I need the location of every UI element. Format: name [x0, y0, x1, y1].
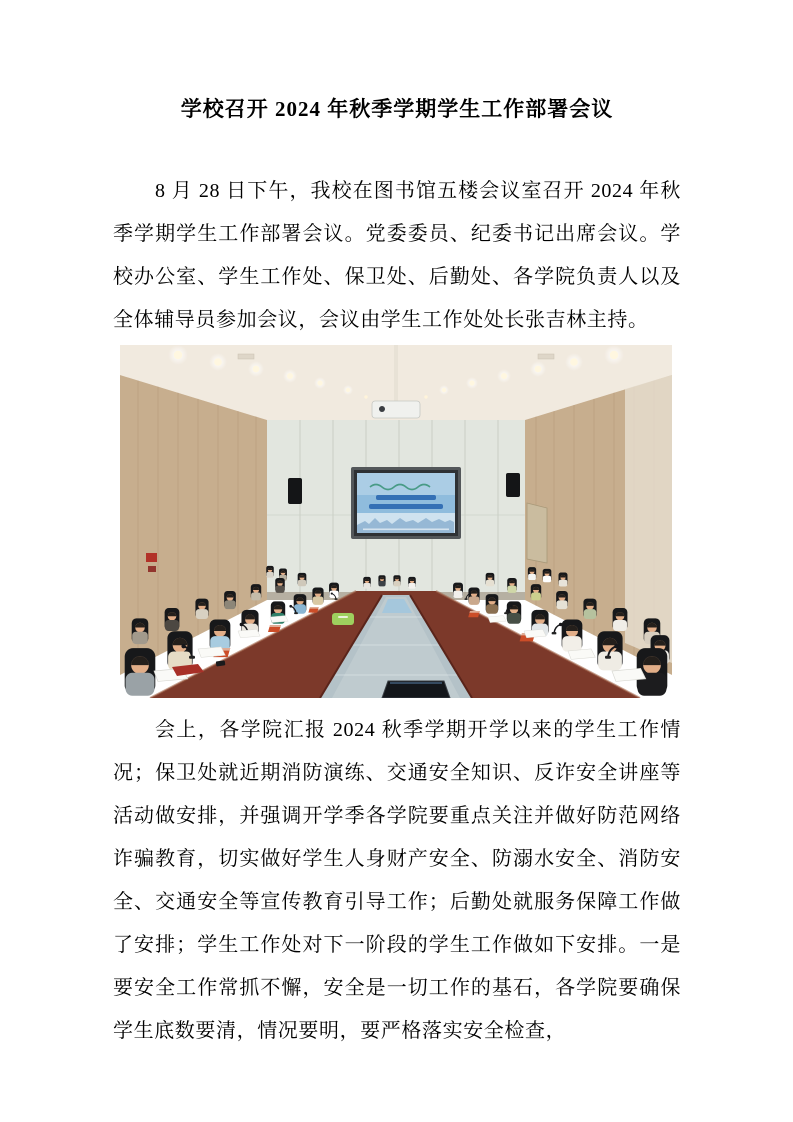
- meeting-room-photo: [120, 345, 672, 698]
- slide-text-line-1: [376, 495, 436, 500]
- meeting-photo-illustration: [120, 345, 672, 698]
- door: [527, 503, 547, 563]
- laptop: [382, 681, 450, 698]
- tissue-box: [332, 613, 354, 625]
- paragraph-1: 8 月 28 日下午，我校在图书馆五楼会议室召开 2024 年秋季学期学生工作部署会议。党委委员、纪委书记出席会议。学校办公室、学生工作处、保卫处、后勤处、各学院负责人以及全体辅导员参加会议，会议由学生工作处处长张吉林主持。: [113, 180, 681, 331]
- wall-speaker-left: [288, 478, 302, 504]
- wall-notice-red: [146, 553, 157, 562]
- paragraph-2: 会上，各学院汇报 2024 秋季学期开学以来的学生工作情况；保卫处就近期消防演练、交通安全知识、反诈安全讲座等活动做安排，并强调开学季各学院要重点关注并做好防范网络诈骗教育，切实做好学生人身财产安全、防溺水安全、消防安全、交通安全等宣传教育引导工作；后勤处就服务保障工作做了安排；学生工作处对下一阶段的学生工作做如下安排。一是要安全工作常抓不懈，安全是一切工作的基石，各学院要确保学生底数要清，情况要明，要严格落实安全检查，: [113, 719, 681, 1042]
- document-title: 学校召开 2024 年秋季学期学生工作部署会议: [180, 97, 614, 121]
- projection-screen: [351, 467, 461, 539]
- slide-text-line-2: [369, 504, 443, 509]
- wall-speaker-right: [506, 473, 520, 497]
